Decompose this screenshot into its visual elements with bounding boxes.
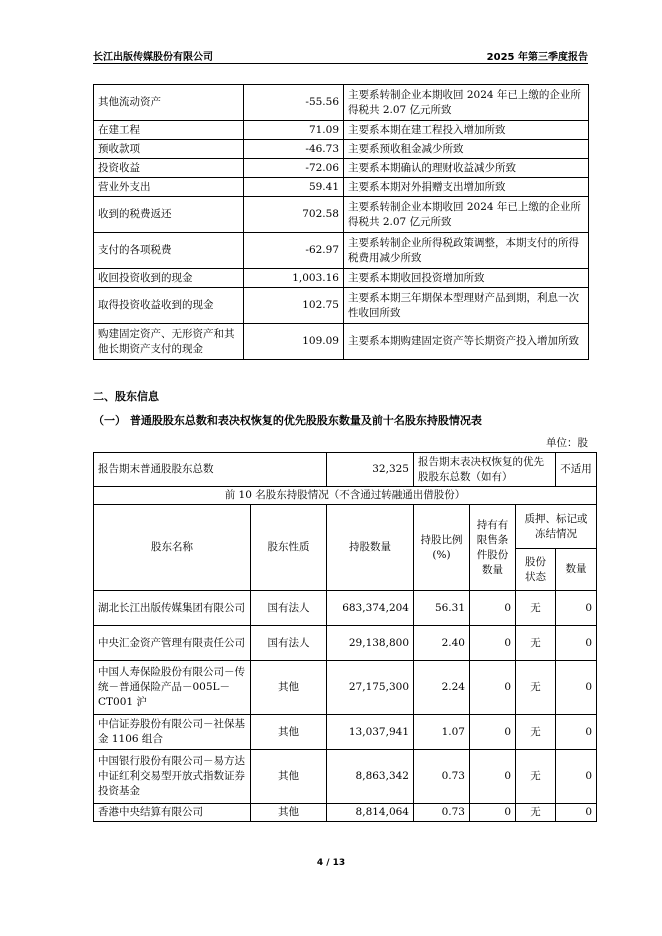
report-title: 2025 年第三季度报告: [486, 52, 588, 63]
shareholder-table: [93, 452, 597, 822]
table-row: 取得投资收益收到的现金 102.75 主要系本期三年期保本型理财产品到期，利息一次性收回所致: [94, 288, 589, 324]
page-number: 4 / 13: [316, 858, 346, 868]
table-row: 湖北长江出版传媒集团有限公司 国有法人 683,374,204 56.31 0 无 0: [94, 591, 597, 626]
header-rule: [93, 63, 588, 64]
table-row: 中国人寿保险股份有限公司－传统－普通保险产品－005L－CT001 沪 其他 27,175,300 2.24 0 无 0: [94, 661, 597, 715]
table-row: 其他流动资产 -55.56 主要系转制企业本期收回 2024 年已上缴的企业所得税共 2.07 亿元所致: [94, 85, 589, 121]
page-header: [93, 46, 588, 64]
table-row: 中国银行股份有限公司－易方达中证红利交易型开放式指数证券投资基金 其他 8,863,342 0.73 0 无 0: [94, 750, 597, 804]
unit-label: 单位：股: [546, 437, 588, 449]
table-row: 预收款项 -46.73 主要系预收租金减少所致: [94, 140, 589, 159]
change-reason-table: [93, 84, 589, 360]
table-row: 收回投资收到的现金 1,003.16 主要系本期收回投资增加所致: [94, 269, 589, 288]
table-row: 中信证券股份有限公司－社保基金 1106 组合 其他 13,037,941 1.07 0 无 0: [94, 715, 597, 750]
table-row: 香港中央结算有限公司 其他 8,814,064 0.73 0 无 0: [94, 804, 597, 822]
section-title: 二、股东信息: [93, 390, 159, 403]
company-name: 长江出版传媒股份有限公司: [93, 52, 213, 63]
table-row: 支付的各项税费 -62.97 主要系转制企业所得税政策调整，本期支付的所得税费用减少所致: [94, 233, 589, 269]
table-row: 购建固定资产、无形资产和其他长期资产支付的现金 109.09 主要系本期购建固定资产等长期资产投入增加所致: [94, 324, 589, 360]
table-row: 中央汇金资产管理有限责任公司 国有法人 29,138,800 2.40 0 无 0: [94, 626, 597, 661]
header-row: 股东名称 股东性质 持股数量 持股比例(%) 持有有限售条件股份数量 质押、标记或冻结情况: [94, 505, 597, 549]
summary-row: 报告期末普通股股东总数 32,325 报告期末表决权恢复的优先股股东总数（如有） 不适用: [94, 453, 597, 487]
table-row: 收到的税费返还 702.58 主要系转制企业本期收回 2024 年已上缴的企业所得税共 2.07 亿元所致: [94, 197, 589, 233]
table-row: 营业外支出 59.41 主要系本期对外捐赠支出增加所致: [94, 178, 589, 197]
section-subtitle: （一） 普通股股东总数和表决权恢复的优先股股东数量及前十名股东持股情况表: [93, 414, 482, 427]
header-subrow: 股份状态 数量: [94, 549, 597, 591]
table-row: 投资收益 -72.06 主要系本期确认的理财收益减少所致: [94, 159, 589, 178]
table-row: 在建工程 71.09 主要系本期在建工程投入增加所致: [94, 121, 589, 140]
caption-row: 前 10 名股东持股情况（不含通过转融通出借股份）: [94, 487, 597, 505]
